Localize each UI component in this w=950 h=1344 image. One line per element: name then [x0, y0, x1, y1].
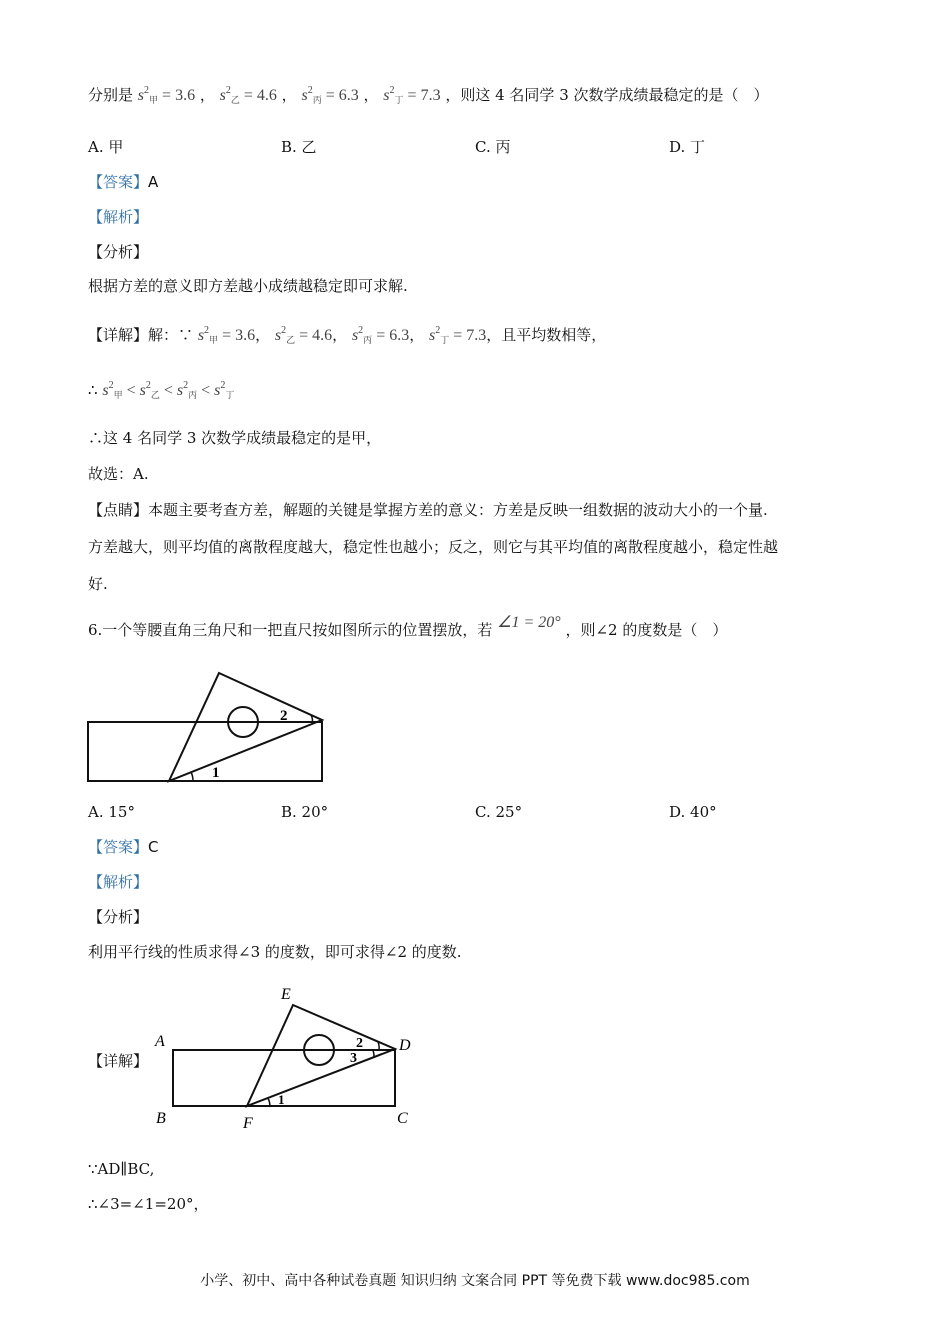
variance-inequality: $s^2_甲 < s^2_乙 < s^2_丙 < s^2_丁$ — [102, 380, 235, 400]
q5-intro-after: ，则这 4 名同学 3 次数学成绩最稳定的是（ ） — [445, 86, 769, 104]
therefore-symbol: ∴ — [88, 381, 98, 399]
q5-detail-prefix: 解：∵ — [148, 326, 194, 344]
q6-stem — [88, 614, 728, 642]
q5-jiexi-tag: 【解析】 — [88, 208, 149, 226]
ruler-rectangle — [88, 722, 322, 781]
figure-triangle-ruler — [85, 668, 335, 798]
q6-option-c: C. 25° — [475, 803, 523, 821]
fig2-label-D: D — [399, 1037, 411, 1054]
angle-1-arc-fig2 — [268, 1098, 270, 1106]
q5-dianjing-1: 本题主要考查方差，解题的关键是掌握方差的意义：方差是反映一组数据的波动大小的一个量. — [148, 501, 768, 519]
q5-fenxi-text: 根据方差的意义即方差越小成绩越稳定即可求解. — [88, 277, 408, 295]
q5-option-d: D. 丁 — [669, 138, 706, 156]
fig1-label-2: 2 — [280, 708, 288, 724]
q5-answer: A — [148, 173, 159, 191]
q6-step1: ∵AD∥BC, — [88, 1160, 155, 1178]
q6-step2: ∴∠3=∠1=20°， — [88, 1195, 209, 1213]
q5-inequality-line — [88, 375, 234, 406]
q5-option-c: C. 丙 — [475, 138, 511, 156]
fig2-label-2: 2 — [356, 1036, 363, 1051]
variance-jia: $s^2_甲 = 3.6$ — [137, 85, 196, 105]
angle-2-arc-fig2 — [378, 1042, 379, 1050]
q6-answer-tag: 【答案】 — [88, 838, 149, 856]
detail-variance-ding: $s^2_丁 = 7.3$ — [429, 325, 487, 345]
q5-intro-line: 分别是 $s^2_甲 = 3.6$ ， $s^2_乙 = 4.6$ ， $s^2_丙 = 6.3$ ， $s^2_丁 = 7.3$ ，则这 4 名同学 3 次数学成绩最稳定的是（ ） — [88, 85, 769, 105]
page-footer: 小学、初中、高中各种试卷真题 知识归纳 文案合同 PPT 等免费下载 www.doc985.com — [200, 1273, 750, 1289]
detail-variance-jia: $s^2_甲 = 3.6$ — [197, 325, 256, 345]
variance-ding: $s^2_丁 = 7.3$ — [383, 85, 441, 105]
q6-option-b: B. 20° — [281, 803, 329, 821]
q5-dianjing-2: 方差越大，则平均值的离散程度越大，稳定性也越小；反之，则它与其平均值的离散程度越小，稳定性越 — [88, 538, 779, 556]
detail-variance-bing: $s^2_丙 = 6.3$ — [351, 325, 410, 345]
figure-labeled — [150, 980, 420, 1140]
fig2-label-E: E — [281, 986, 291, 1003]
q6-fenxi-text: 利用平行线的性质求得∠3 的度数，即可求得∠2 的度数. — [88, 943, 462, 961]
q6-stem-after: ，则∠2 的度数是（ ） — [565, 621, 728, 639]
angle-1-arc — [191, 772, 193, 781]
fig2-label-B: B — [156, 1110, 166, 1127]
q6-stem-before: 6.一个等腰直角三角尺和一把直尺按如图所示的位置摆放，若 — [88, 621, 493, 639]
fig2-label-C: C — [397, 1110, 408, 1127]
q5-dianjing-line — [88, 499, 768, 521]
q5-dianjing-3: 好. — [88, 575, 108, 593]
variance-bing: $s^2_丙 = 6.3$ — [301, 85, 359, 105]
fig2-label-1: 1 — [278, 1092, 285, 1107]
q5-conclusion: ∴这 4 名同学 3 次数学成绩最稳定的是甲， — [88, 429, 382, 447]
detail-variance-yi: $s^2_乙 = 4.6$ — [274, 325, 333, 345]
q6-answer-line — [88, 836, 159, 858]
q6-jiexi-tag: 【解析】 — [88, 873, 149, 891]
q5-detail-tag: 【详解】 — [88, 326, 149, 344]
q5-choose: 故选：A. — [88, 465, 149, 483]
fig2-label-F: F — [243, 1115, 253, 1132]
q6-angle-given: ∠1 = 20° — [497, 614, 561, 631]
variance-yi: $s^2_乙 = 4.6$ — [219, 85, 277, 105]
q5-option-a: A. 甲 — [88, 138, 124, 156]
q6-option-a: A. 15° — [88, 803, 135, 821]
fig2-label-3: 3 — [350, 1051, 357, 1066]
q5-answer-line — [88, 171, 158, 193]
fig1-label-1: 1 — [212, 765, 220, 781]
q6-option-d: D. 40° — [669, 803, 717, 821]
set-square-triangle — [169, 673, 322, 781]
q5-detail-line: 【详解】解：∵ $s^2_甲 = 3.6$， $s^2_乙 = 4.6$， $s^2_丙 = 6.3$， $s^2_丁 = 7.3$，且平均数相等， — [88, 325, 607, 345]
q6-detail-tag: 【详解】 — [88, 1052, 149, 1070]
q5-detail-suffix: ，且平均数相等， — [486, 326, 607, 344]
q6-fenxi-tag: 【分析】 — [88, 908, 149, 926]
q5-answer-tag: 【答案】 — [88, 173, 149, 191]
set-square-triangle-edf — [247, 1005, 395, 1106]
q5-intro-before: 分别是 — [88, 86, 134, 104]
q5-dianjing-tag: 【点睛】 — [88, 501, 149, 519]
q5-fenxi-tag: 【分析】 — [88, 243, 149, 261]
q5-option-b: B. 乙 — [281, 138, 317, 156]
q6-answer: C — [148, 838, 159, 856]
fig2-label-A: A — [155, 1033, 165, 1050]
